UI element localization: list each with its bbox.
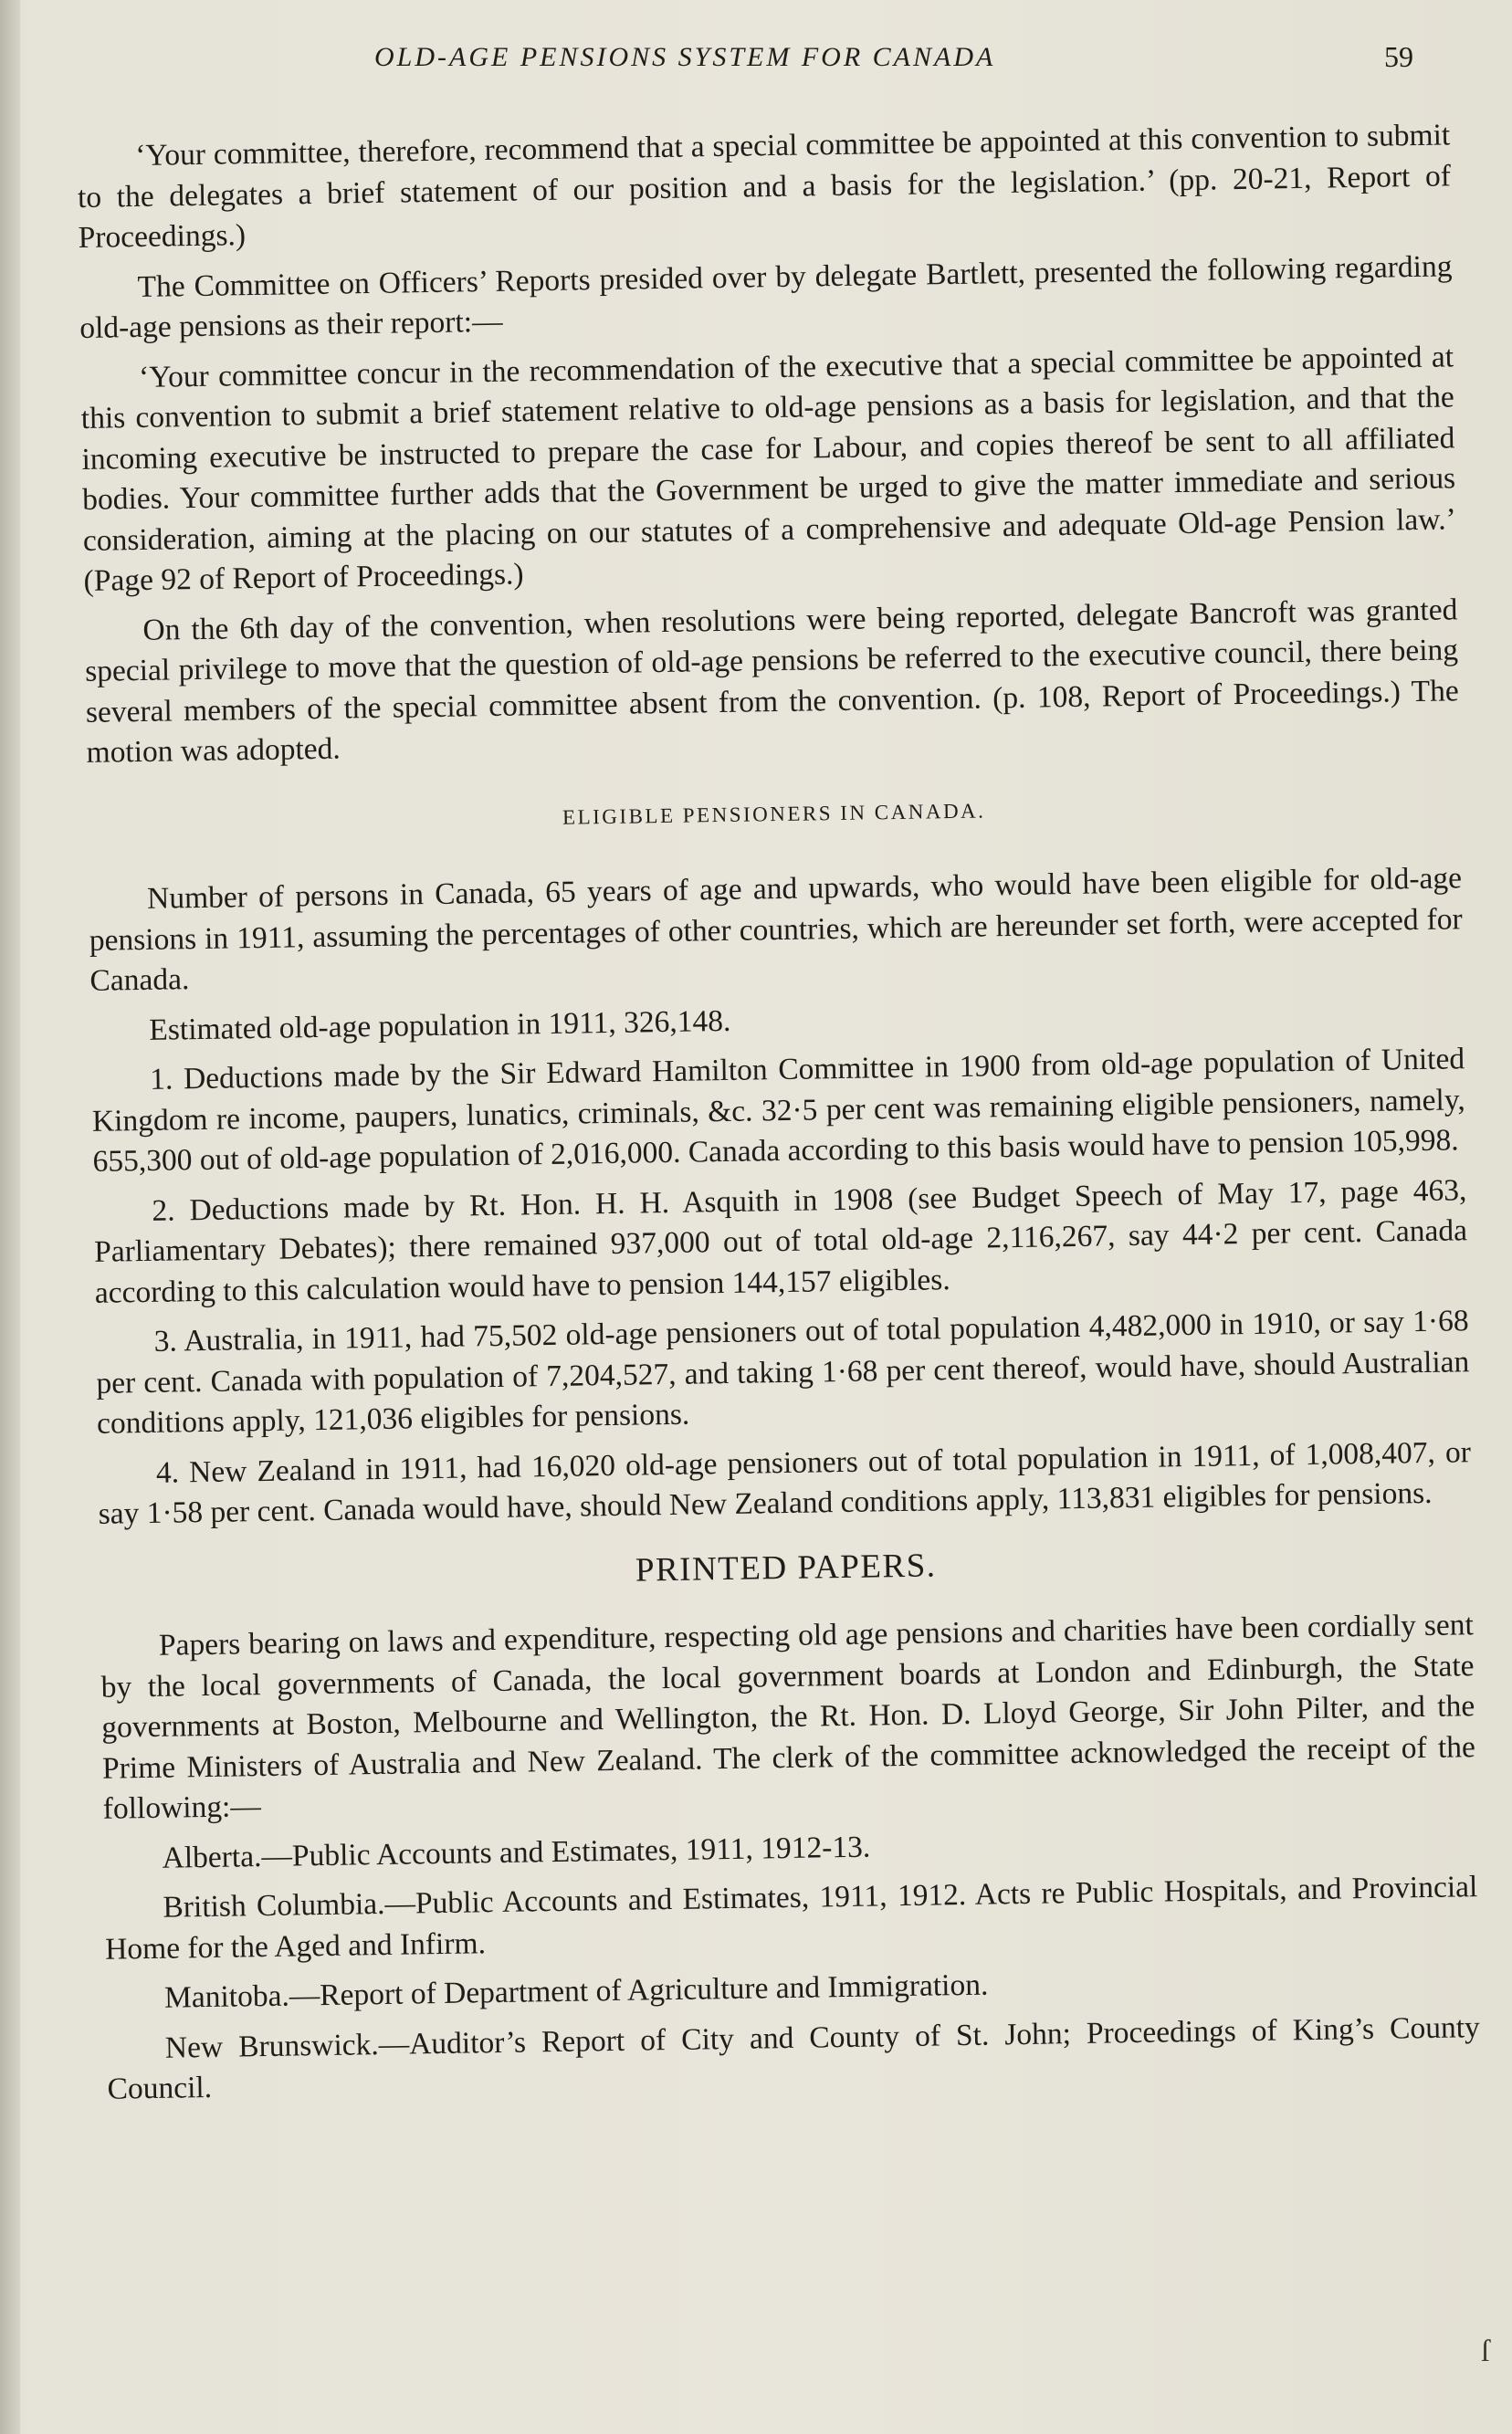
paragraph-number-of-persons: Number of persons in Canada, 65 years of age and upwards, who would have been eligible for old-age pensions in 1911, assuming the percentages of other countries, which are hereunder set forth, were accepted for Canada. <box>89 861 1463 998</box>
list-item-new-zealand: 4. New Zealand in 1911, had 16,020 old-age pensioners out of total population in 1911, of 1,008,407, or say 1·58 per cent. Canada would have, should New Zealand conditions apply, 113,831 eligibles for pensions. <box>98 1434 1472 1531</box>
binding-gutter <box>0 0 20 2434</box>
list-item-manitoba: Manitoba.—Report of Department of Agriculture and Immigration. <box>163 1967 989 2015</box>
page-header <box>0 37 1512 82</box>
paragraph-officers-reports: The Committee on Officers’ Reports presided over by delegate Bartlett, presented the following regarding old-age pensions as their report:— <box>79 248 1453 345</box>
running-head: OLD-AGE PENSIONS SYSTEM FOR CANADA <box>374 42 996 72</box>
paragraph-committee-recommendation: ‘Your committee, therefore, recommend that a special committee be appointed at this convention to submit to the delegates a brief statement of our position and a basis for the legislation.’ (pp. 20-21, Report of Proceedings.) <box>77 118 1452 255</box>
list-item-new-brunswick: New Brunswick.—Auditor’s Report of City and County of St. John; Proceedings of King’s County Council. <box>107 2009 1480 2106</box>
section-heading-eligible-pensioners: ELIGIBLE PENSIONERS IN CANADA. <box>562 798 986 829</box>
paragraph-committee-concur: ‘Your committee concur in the recommendation of the executive that a special committee be appointed at this convention to submit a brief statement relative to old-age pensions as a basis for legislation, and that the incoming executive be instructed to prepare the case for Labour, and copies thereof be sent to all affiliated bodies. Your committee further adds that the Government be urged to give the matter immediate and serious consideration, aiming at the placing on our statutes of a comprehensive and adequate Old-age Pension law.’ (Page 92 of Report of Proceedings.) <box>80 339 1457 598</box>
list-item-asquith: 2. Deductions made by Rt. Hon. H. H. Asquith in 1908 (see Budget Speech of May 17, page 463, Parliamentary Debates); there remained 937,000 out of total old-age 2,116,267, say 44·2 per cent. Canada according to this calculation would have to pension 144,157 eligibles. <box>93 1172 1468 1310</box>
list-item-alberta: Alberta.—Public Accounts and Estimates, 1911, 1912-13. <box>162 1830 871 1875</box>
list-item-hamilton-committee: 1. Deductions made by the Sir Edward Hamilton Committee in 1900 from old-age population of United Kingdom re income, paupers, lunatics, criminals, &c. 32·5 per cent was remaining eligible pensioners, namely, 655,300 out of old-age population of 2,016,000. Canada according to this basis would have to pension 105,998. <box>91 1042 1466 1179</box>
paragraph-papers-received: Papers bearing on laws and expenditure, respecting old age pensions and charities have been cordially sent by the local governments of Canada, the local government boards at London and Edinburgh, the State governments at Boston, Melbourne and Wellington, the Rt. Hon. D. Lloyd George, Sir John Pilter, and the Prime Ministers of Australia and New Zealand. The clerk of the committee acknowledged the receipt of the following:— <box>100 1608 1476 1826</box>
section-heading-printed-papers: PRINTED PAPERS. <box>635 1546 937 1589</box>
page-number: 59 <box>1384 40 1413 73</box>
page-body <box>77 115 1481 2119</box>
list-item-british-columbia: British Columbia.—Public Accounts and Estimates, 1911, 1912. Acts re Public Hospitals, and Provincial Home for the Aged and Infirm. <box>104 1870 1478 1967</box>
paragraph-estimated-population: Estimated old-age population in 1911, 326,148. <box>149 1003 731 1047</box>
ink-mark: ſ <box>1481 2334 1490 2368</box>
list-item-australia: 3. Australia, in 1911, had 75,502 old-age pensioners out of total population 4,482,000 in 1910, or say 1·68 per cent. Canada with population of 7,204,527, and taking 1·68 per cent thereof, would have, should Australian conditions apply, 121,036 eligibles for pensions. <box>96 1304 1470 1441</box>
paragraph-sixth-day: On the 6th day of the convention, when resolutions were being reported, delegate Bancroft was granted special privilege to move that the question of old-age pensions be referred to the executive council, there being several members of the special committee absent from the convention. (p. 108, Report of Proceedings.) The motion was adopted. <box>84 592 1460 770</box>
